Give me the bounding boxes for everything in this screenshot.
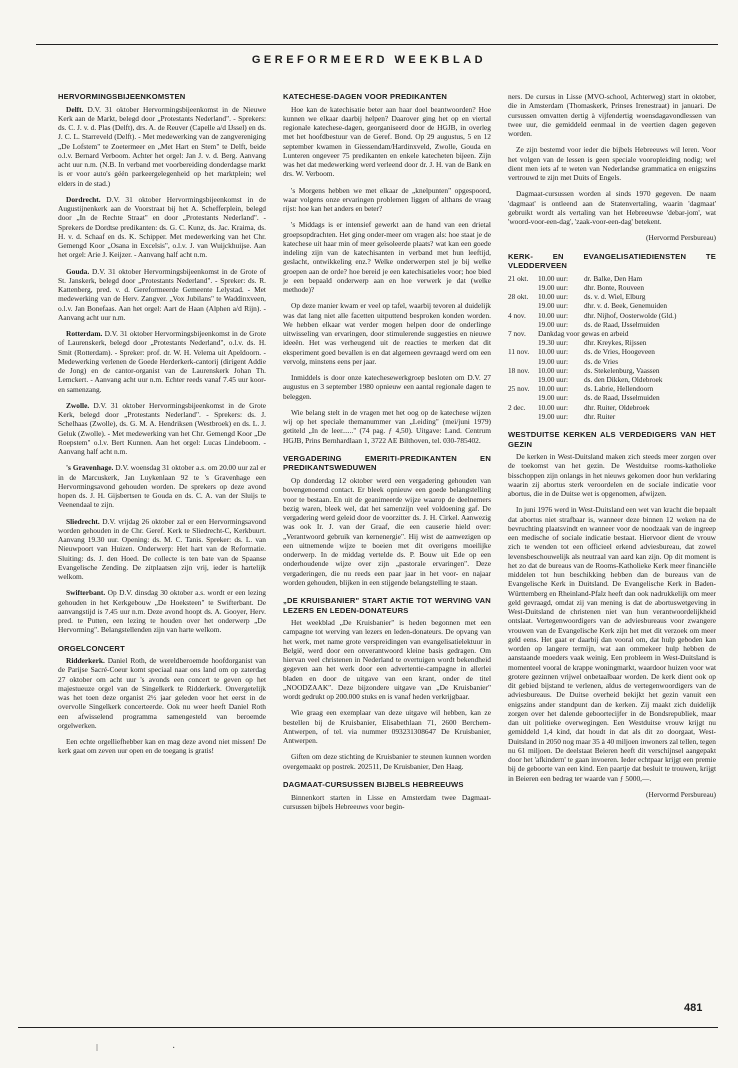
top-rule — [36, 44, 718, 45]
column-3 — [508, 92, 716, 806]
schedule-note: Dankdag voor gewas en arbeid — [538, 328, 629, 338]
schedule-date — [508, 320, 538, 329]
schedule-row — [508, 274, 716, 283]
schedule-row — [508, 384, 716, 393]
schedule-date: 18 nov. — [508, 365, 530, 375]
section-title-kerkdiensten: KERK- EN EVANGELISATIEDIENSTEN TE VLEDDERVEEN — [508, 251, 716, 271]
item-lead: Sliedrecht. — [66, 516, 100, 526]
schedule-time: 19.00 uur: — [538, 356, 568, 366]
schedule-row — [508, 357, 716, 366]
item-lead: Ridderkerk. — [66, 656, 105, 666]
schedule-time: 19.00 uur: — [538, 282, 568, 292]
schedule-time: 19.00 uur: — [538, 411, 568, 421]
schedule-time: 10.00 uur: — [538, 347, 568, 357]
bottom-rule — [18, 1027, 718, 1028]
item-text: D.V. 31 oktober Hervormingsbijeenkomst in de Nieuwe Kerk aan de Markt, belegd door „Protestants Nederland". - Sprekers: ds. C. J. v. d. Plas (Delft), drs. A. de Reuver (Capelle a/d IJssel) en ds. J. C. L. Starreveld (Delft). - Met medewerking van de zangvereniging „De Lofstem" te Zoetermeer en „Met Hart en Stem" te Delft, beide o.l.v. Bernard Verboom. Achter het orgel: Jan J. v. d. Berg. Aanvang acht uur n.m. (N.B. In verband met voorbereiding donderdagse markt is er voor auto's géén parkeergelegenheid op het marktplein; wel elders in de stad.) — [58, 104, 266, 188]
schedule-row — [508, 301, 716, 310]
item-lead: Delft. — [66, 104, 84, 114]
schedule-date: 28 okt. — [508, 292, 529, 302]
schedule-time: 10.00 uur: — [538, 365, 568, 375]
schedule-date — [508, 393, 538, 402]
schedule-row — [508, 329, 716, 338]
paragraph: Giften om deze stichting de Kruisbanier te steunen kunnen worden overgemaakt op postrek. 202511, De Kruisbanier, Den Haag. — [283, 752, 491, 771]
section-title-katechese: KATECHESE-DAGEN VOOR PREDIKANTEN — [283, 92, 448, 101]
schedule-date: 11 nov. — [508, 347, 530, 357]
section-title-orgelconcert: ORGELCONCERT — [58, 643, 125, 653]
schedule-who: ds. Stekelenburg, Vaassen — [584, 365, 660, 375]
schedule-time: 19.00 uur: — [538, 319, 568, 329]
item-lead: 's Gravenhage. — [66, 463, 114, 473]
schedule-who: ds. de Raad, IJsselmuiden — [584, 319, 660, 329]
item-text: D.V. vrijdag 26 oktober zal er een Hervormingsavond worden gehouden in de Chr. Geref. Kerk te Sliedrecht-C, Kerkbuurt. Aanvang 19.30 uur. Opening: ds. M. C. Tanis. Spreker: ds. L. van Nieuwpoort van Huizen. Onderwerp: Het hart van de Reformatie. Sluiting: ds. J. den Hoed. De collecte is ten bate van de Spaanse Evangelische Zending. De zitplaatsen zijn vrij, ieder is hartelijk welkom. — [58, 516, 266, 582]
paragraph: Op donderdag 12 oktober werd een vergadering gehouden van bovengenoemd contact. Er bleek opnieuw een goede belangstelling voor te bestaan. En uit de geanimeerde wijze waarop de deelnemers bezig waren, bleek wel, dat het samenzijn veel voldoening gaf. De vergadering werd geleid door de voorzitter ds. J. H. Cirkel. Aanwezig was ook Ir. J. van der Graaf, die een causerie hield over: „Verantwoord gebruik van kernenergie". Hij wist de aanwezigen op een uitnemende wijze te boeien met dit overigens moeilijke onderwerp. In de middag vertelde ds. P. Bouw uit Ede op een onderhoudende wijze over zijn „pastorale ervaringen". Deze vergaderingen, die nu reeds een paar jaar in het voor- en najaar worden gehouden, blijken in een stijgende belangstelling te staan. — [283, 476, 491, 587]
crop-mark: ǀ — [96, 1043, 99, 1054]
paragraph: Hoe kan de katechisatie beter aan haar doel beantwoorden? Hoe kunnen we elkaar daarbij helpen? Daarover ging het op en viertal regionale katechese-dagen, georganiseerd door de HGJB, in overleg met het hoofdbestuur van de Geref. Bond. Op 29 augustus, 5 en 12 september kwamen in Giessendam/Hardinxveld, Zwolle, Gouda en Lunteren ongeveer 75 predikanten en enkele katecheten bijeen. Zijn was het dat medewerking werd verleend door dr. J. H. van de Bank en drs. W. Verboom. — [283, 104, 491, 179]
schedule-row — [508, 292, 716, 301]
page-number: 481 — [684, 1002, 703, 1014]
crop-mark: · — [172, 1043, 176, 1054]
item-text: D.V. 31 oktober Hervormingsbijeenkomst in de Augustijnenkerk aan de Voorstraat bij het A. Schefferplein, belegd door „In de Rechte Straat" en door „Protestants Nederland". - Sprekers de Dordtse predikanten: ds. G. C. Kunz, ds. Jac. Kraima, ds. H. v. d. Schaaf en ds. K. Schipper. Met medewerking van het Chr. Gemengd Koor „Osana in Excelsis", o.l.v. J. van Wuijckhuijse. Aan het orgel: Arie J. Keijzer. - Aanvang half acht n.m. — [58, 194, 266, 260]
schedule-date: 25 nov. — [508, 384, 530, 394]
paragraph: In juni 1976 werd in West-Duitsland een wet van kracht die bepaalt dat abortus niet strafbaar is, wanneer deze binnen 12 weken na de bevruchting plaatsvindt en wanneer voor de noodzaak van de ingreep een medische of sociale indicatie bestaat. Hiervoor dient de vrouw zich te wenden tot een officieel erkend adviesbureau, dat zowel levensbeschouwelijk als neutraal van aard kan zijn. Op dit moment is het zo dat de bureaus van de Rooms-Katholieke Kerk meer financiële middelen tot hun beschikking hebben dan de bureaus van de Evangelische Kerk in Duitsland. De Evangelische Kerk in Baden-Württemberg en Rheinland-Pfalz heeft dan ook nadrukkelijk om meer geld gevraagd, omdat zij van mening is dat de abortuswetgeving in West-Duitsland de christenen niet van hun verantwoordelijkheid ontslaat. Vertegenwoordigers van de adviesbureaus voor zwangere vrouwen van de Evangelische Kerk zijn het met dit verzoek om meer geld eens. Het gaat er daarbij dan vooral om, dat hulp geboden kan worden op langere termijn, wat aan ommekeer hulp hebben de aanstaande moeders vaak weinig. Een probleem in West-Duitsland is momenteel vooral de krappe woningmarkt, waardoor huizen voor wat grotere gezinnen vrijwel onbetaalbaar worden. De kerk dient ook op dit gebied bijstand te verlenen, aldus de vertegenwoordigers van de adviesbureaus. De Duitse overheid bekijkt het gezin vanuit een enigszins ander standpunt dan de kerken. Zij maakt zich duidelijk zorgen over het dalende geboortecijfer in de Bondsrepubliek, maar dan uit politieke overwegingen. Een Westduitse vrouw krijgt nu gemiddeld 1,4 kind, dat houdt in dat als dit zo doorgaat, West-Duitsland in 2050 nog maar 35 à 40 miljoen inwoners zal tellen, tegen nu 61 miljoen. De deelstaat Beieren heeft dit verschijnsel aangepakt door het 'afkindern' te gaan invoeren. Ieder echtpaar krijgt een premie bij de geboorte van een kind. Een paartje dat besluit te trouwen, krijgt in Beieren een bedrag ter waarde van ƒ 5000,—. — [508, 505, 716, 783]
schedule-date — [508, 301, 538, 310]
schedule-who: dhr. Kreykes, Rijssen — [584, 338, 647, 348]
item-text: D.V. 31 oktober Hervormingsbijeenkomst in de Grote of Laurenskerk, belegd door „Protestants Nederland", o.l.v. ds. H. Smit (Rotterdam). - Spreker: prof. dr. W. H. Velema uit Apeldoorn. - Medewerking verlenen de Goede Herderkerk-cantorij (dirigent Addie de Jong) en de cantor-organist van de Laurenskerk Johan Th. Lemckert. - Aanvang acht uur n.m. Echter reeds vanaf 7.45 uur koor- en samenzang. — [58, 329, 266, 394]
schedule-row — [508, 366, 716, 375]
schedule-date: 7 nov. — [508, 328, 526, 338]
paragraph: Wie belang stelt in de vragen met het oog op de katechese wijzen wij op het speciale themanummer van „Leiding" (mei/juni 1979) getiteld „In de leer......" (74 pag. ƒ 4,50). Uitgave: Land. Centrum HGJB, Prins Bernhardlaan 1, 3722 AE Bilthoven, tel. 030-785402. — [283, 407, 491, 445]
column-1 — [58, 92, 266, 763]
byline: (Hervormd Persbureau) — [646, 789, 716, 799]
schedule-time: 10.00 uur: — [538, 292, 568, 302]
item-text: Daniel Roth, de wereldberoemde hoofdorganist van de Parijse Sacré-Coeur komt speciaal naar ons land om op zaterdag 27 oktober om acht uur 's avonds een concert te geven op het majestueuze orgel van de Singelkerk te Ridderkerk. Onvergetelijk was het toen deze organist 2½ jaar geleden voor het eerst in de overvolle Singelkerk concerteerde. Ook nu weer heeft Daniel Roth een afwisselend programma samengesteld van beroemde orgelwerken. — [58, 656, 266, 730]
paragraph: ners. De cursus in Lisse (MVO-school, Achterweg) start in oktober, die in Amsterdam (Thomaskerk, Prinses Irenestraat) in januari. De cursussen omvatten dertig à vijfendertig woensdagavondlessen van twee uur, die gemiddeld eenmaal in de veertien dagen gegeven worden. — [508, 92, 716, 138]
paragraph: Een echte orgelliefhebber kan en mag deze avond niet missen! De kerk gaat om zeven uur open en de toegang is gratis! — [58, 737, 266, 756]
schedule-who: dhr. Ruiter — [584, 411, 616, 421]
paragraph: Wie graag een exemplaar van deze uitgave wil hebben, kan ze bestellen bij de Kruisbanier, Elisabethlaan 71, 2600 Berchem-Antwerpen, of tel. via nummer 093231308647 De Kruisbanier, Antwerpen. — [283, 708, 491, 746]
schedule-who: dhr. v. d. Beek, Genemuiden — [584, 301, 668, 311]
schedule-time: 10.00 uur: — [538, 384, 568, 394]
schedule-date — [508, 412, 538, 421]
paragraph: Inmiddels is door onze katechesewerkgroep besloten om D.V. 27 augustus en 3 september 1980 opnieuw een aantal regionale dagen te beleggen. — [283, 373, 491, 401]
item-lead: Zwolle. — [66, 400, 90, 410]
schedule-who: ds. Labrie, Hellendoorn — [584, 384, 654, 394]
schedule-date — [508, 357, 538, 366]
schedule-who: ds. de Vries, Hoogeveen — [584, 347, 655, 357]
page-header: GEREFORMEERD WEEKBLAD — [251, 54, 487, 66]
schedule-date: 4 nov. — [508, 310, 526, 320]
schedule-row — [508, 338, 716, 347]
schedule-row — [508, 283, 716, 292]
section-title-kruisbanier: „DE KRUISBANIER" START AKTIE TOT WERVING VAN LEZERS EN LEDEN-DONATEURS — [283, 596, 491, 615]
paragraph: Binnenkort starten in Lisse en Amsterdam twee Dagmaat-cursussen bijbels Hebreeuws voor begin- — [283, 792, 491, 811]
paragraph: 's Middags is er intensief gewerkt aan de hand van een drietal groepsopdrachten. Het ging onder-meer om vragen als: hoe staat je de katechese uit haar min of meer geïsoleerde plaats? wat kan een goede indeling zijn van de katechisanten in verband met hun leeftijd, geslacht, ontwikkeling enz.? Welke onderwerpen stel je bij welke groepen aan de orde? hoe bereid je een katechisatieles voor; hoe bied je een bepaald onderwerp aan en hoe verwerk je dat (welke methode)? — [283, 220, 491, 295]
schedule-who: ds. den Dikken, Oldebroek — [584, 374, 663, 384]
schedule-time: 10.00 uur: — [538, 310, 568, 320]
byline: (Hervormd Persbureau) — [646, 233, 716, 243]
schedule-row — [508, 347, 716, 356]
item-lead: Swifterbant. — [66, 588, 106, 598]
schedule-time: 19.00 uur: — [538, 374, 568, 384]
paragraph: 's Morgens hebben we met elkaar de „knelpunten" opgespoord, waar volgens onze ervaringen problemen liggen of althans de vraag rijst: hoe kan het anders en beter? — [283, 185, 491, 214]
item-lead: Gouda. — [66, 266, 90, 276]
paragraph: De kerken in West-Duitsland maken zich steeds meer zorgen over de toekomst van het gezin. De Westduitse rooms-katholieke bisschoppen zijn onlangs in het nieuws gekomen door hun verklaring waarin zij abortus sterk veroordelen en de sociale indicatie voor abortus, die in de Duitse wet is opgenomen, afwijzen. — [508, 452, 716, 499]
paragraph: Op deze manier kwam er veel op tafel, waarbij tevoren al duidelijk was dat lang niet alle facetten uitputtend besproken konden worden. We hebben elkaar wat verder mogen helpen door de onderlinge uitwisseling van ervaringen, door stimulerende suggesties en nieuwe ideeën. Het was verheugend uit de reacties te merken dat dit eksperiment goed bevallen is en dat algemeen gevraagd werd om een vervolg, minstens eens per jaar. — [283, 301, 491, 366]
service-schedule — [508, 274, 716, 421]
section-title-westduitse-kerken: WESTDUITSE KERKEN ALS VERDEDIGERS VAN HET GEZIN — [508, 429, 716, 449]
column-2 — [283, 92, 491, 818]
schedule-row — [508, 311, 716, 320]
schedule-who: dr. Balke, Den Ham — [584, 273, 643, 283]
item-text: D.V. 31 oktober Hervormingsbijeenkomst in de Grote of St. Janskerk, belegd door „Protestants Nederland". - Spreker: ds. R. Kattenberg, pred. v. d. Gereformeerde Gemeente Lelystad. - Met medewerking van de Herv. Zangver. „Vox Jubilans" te Waddinxveen, o.l.v. Jan Bonefaas. Aan het orgel: Aart de Haan (Alphen a/d Rijn). - Aanvang acht uur n.m. — [58, 266, 266, 322]
schedule-who: ds. de Vries — [584, 356, 619, 366]
schedule-date — [508, 375, 538, 384]
schedule-time: 19.30 uur: — [538, 338, 568, 348]
schedule-row — [508, 393, 716, 402]
item-text: D.V. 31 oktober Hervormingsbijeenkomst in de Grote Kerk, belegd door „Protestants Nederland". - Sprekers: ds. J. Schelhaas (Zwolle), ds. G. M. A. Hendriksen (Westbroek) en ds. L. J. Geluk (Zwolle). - Met medewerking van het Chr. Gemengd Koor „De Roepstem" o.l.v. Bert Kunnen. Aan het orgel: Lucas Lindeboom. - Aanvang half acht n.m. — [58, 400, 266, 457]
schedule-row — [508, 320, 716, 329]
section-title-emeriti: VERGADERING EMERITI-PREDIKANTEN EN PREDIKANTSWEDUWEN — [283, 453, 491, 473]
schedule-row — [508, 412, 716, 421]
schedule-who: dhr. Ruiter, Oldebroek — [584, 402, 650, 412]
schedule-date — [508, 338, 538, 347]
schedule-date — [508, 283, 538, 292]
schedule-date: 21 okt. — [508, 273, 529, 283]
schedule-row — [508, 375, 716, 384]
schedule-who: ds. v. d. Wiel, Elburg — [584, 292, 646, 302]
schedule-time: 10.00 uur: — [538, 273, 568, 283]
paragraph: Het weekblad „De Kruisbanier" is heden begonnen met een campagne tot werving van lezers en leden-donateurs. De opvang van het werk, met name grote verspreidingen van evangelisatielektuur in België, werd door een onverantwoord kleine basis gedragen. Om hiervan veel christenen in Nederland te overtuigen wordt bekendheid gegeven aan het werk door een advertentie-campagne in allerlei bladen en door de uitgave van een krant, onder de titel „NOODZAAK". Deze bijzondere uitgave van „De Kruisbanier" wordt gedrukt op 200.000 stuks en is vanaf heden verkrijgbaar. — [283, 618, 491, 702]
item-lead: Dordrecht. — [66, 194, 101, 204]
schedule-time: 10.00 uur: — [538, 402, 568, 412]
paragraph: Ze zijn bestemd voor ieder die bijbels Hebreeuws wil leren. Voor het volgen van de lessen is geen speciale vooropleiding nodig; wel dient men iets af te weten van Nederlandse grammatica en enigszins vertrouwd te zijn met Duits of Engels. — [508, 145, 716, 182]
section-title-hervormingsbijeenkomsten: HERVORMINGSBIJEENKOMSTEN — [58, 92, 186, 101]
schedule-who: dhr. Bonte, Rouveen — [584, 282, 644, 292]
item-lead: Rotterdam. — [66, 329, 103, 339]
schedule-time: 19.00 uur: — [538, 393, 568, 403]
paragraph: Dagmaat-cursussen worden al sinds 1970 gegeven. De naam 'dagmaat' is ontleend aan de Statenvertaling, waarin 'dagmaat' gebruikt wordt als vertaling van het Hebreeuwse 'debar-jom', wat 'woord-voor-een-dag', 'zaak-voor-een-dag' betekent. — [508, 189, 716, 226]
schedule-row — [508, 403, 716, 412]
schedule-time: 19.00 uur: — [538, 301, 568, 311]
schedule-date: 2 dec. — [508, 402, 526, 412]
schedule-who: ds. de Raad, IJsselmuiden — [584, 393, 660, 403]
schedule-who: dhr. Nijhof, Oosterwolde (Gld.) — [584, 310, 677, 320]
section-title-dagmaat: DAGMAAT-CURSUSSEN BIJBELS HEBREEUWS — [283, 779, 464, 789]
item-text: D.V. woensdag 31 oktober a.s. om 20.00 uur zal er in de Marcuskerk, Jan Luykenlaan 92 te 's Gravenhage een Hervormingsavond gehouden worden. De sprekers op deze avond hopen ds. J. H. Gijsbertsen te Gouda en ds. C. A. van der Sluijs te Veenendaal te zijn. — [58, 463, 266, 510]
item-text: Op D.V. dinsdag 30 oktober a.s. wordt er een lezing gehouden in het Kerkgebouw „De Hoeksteen" te Swifterbant. De aanvangstijd is 7.45 uur n.m. Deze avond hoopt ds. A. Gooyer, Herv. pred. te Putten, een lezing te houden over het onderwerp „De Hervorming". Belangstellenden zijn van harte welkom. — [58, 588, 266, 635]
